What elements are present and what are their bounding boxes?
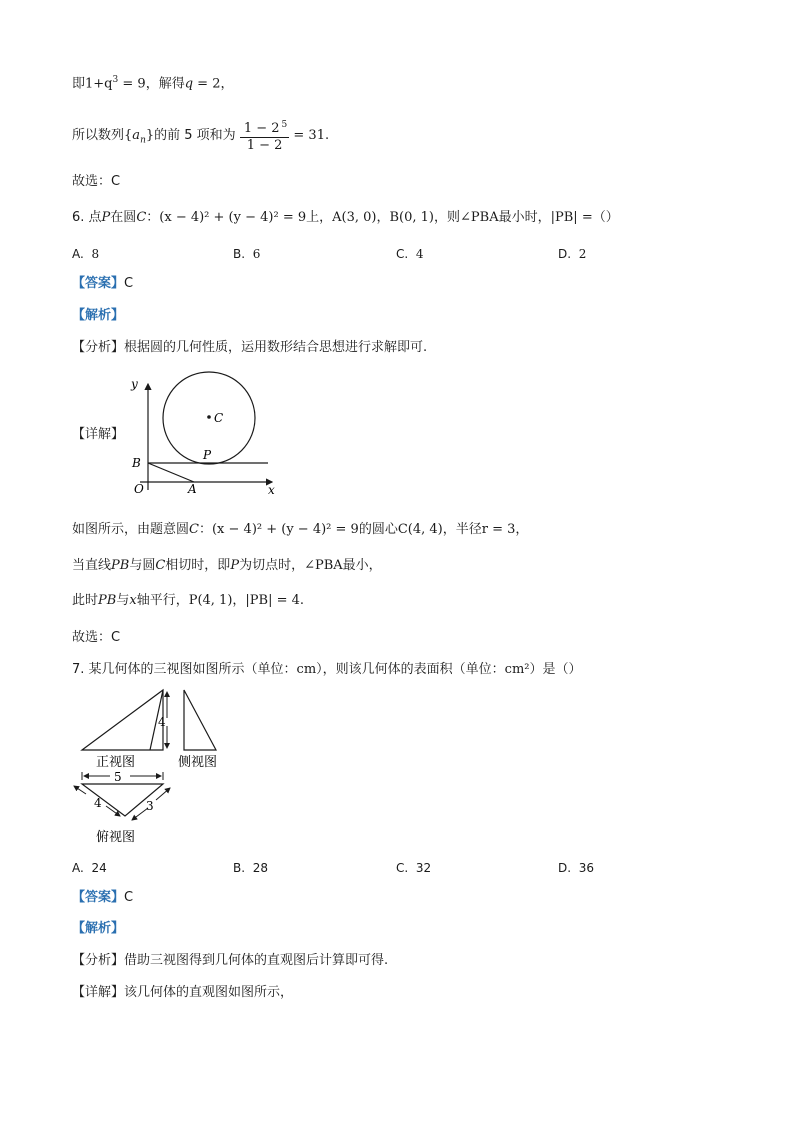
choice-line: 故选：C: [72, 174, 121, 189]
side-view-label: 侧视图: [178, 755, 218, 770]
a-label: A: [188, 482, 197, 496]
b-label: B: [132, 456, 141, 470]
option-7-b: B. 28: [233, 861, 268, 875]
p-label: P: [203, 448, 212, 462]
analysis-7: 【分析】借助三视图得到几何体的直观图后计算即可得.: [72, 953, 389, 968]
solution-line-1: 即$1+q^3 = 9$，解得q = 2，: [72, 75, 234, 92]
detail-line-3: 此时PB与x轴平行，P(4, 1)，|PB| = 4.: [72, 593, 305, 608]
answer-6: 【答案】C: [72, 276, 134, 291]
origin-label: O: [134, 482, 144, 496]
question-6: 6. 点P在圆C：(x − 4)² + (y − 4)² = 9上，A(3, 0)，B(0, 1)，则∠PBA最小时，|PB| =（）: [72, 210, 619, 225]
front-height-label: 4: [158, 715, 166, 729]
side-view: [184, 690, 216, 750]
sum-fraction: $\frac{1 - 2 ^5}{1 - 2}$: [240, 117, 289, 154]
analysis-heading-7: 【解析】: [72, 921, 125, 936]
top-left-dim: [74, 786, 86, 794]
option-6-c: C. 4: [396, 247, 424, 261]
detail-7: 【详解】该几何体的直观图如图所示，: [72, 985, 294, 1000]
question-7: 7. 某几何体的三视图如图所示（单位：cm），则该几何体的表面积（单位：cm²）是（）: [72, 662, 582, 677]
front-view: [82, 690, 163, 750]
analysis-6: 【分析】根据圆的几何性质，运用数形结合思想进行求解即可.: [72, 340, 428, 355]
top-view-label: 俯视图: [96, 830, 136, 845]
detail-tag-6: 【详解】: [72, 427, 125, 442]
option-6-a: A. 8: [72, 247, 100, 261]
y-label: y: [131, 377, 138, 391]
x-label: x: [268, 483, 275, 497]
option-6-d: D. 2: [558, 247, 587, 261]
three-views-figure: [70, 686, 240, 850]
c-label: C: [214, 411, 224, 425]
front-view-label: 正视图: [96, 755, 136, 770]
center-point: [207, 415, 211, 419]
top-right-label: 3: [146, 799, 154, 813]
detail-line-2: 当直线PB与圆C相切时，即P为切点时，∠PBA最小，: [72, 558, 382, 573]
segment-ba: [148, 463, 194, 482]
circle-tangent-figure: [126, 366, 286, 500]
answer-7: 【答案】C: [72, 890, 134, 905]
detail-line-1: 如图所示，由题意圆C：(x − 4)² + (y − 4)² = 9的圆心C(4, 4)，半径r = 3，: [72, 522, 529, 537]
option-7-a: A. 24: [72, 861, 107, 875]
option-6-b: B. 6: [233, 247, 261, 261]
solution-line-2: 所以数列$\{a_n\}$的前 5 项和为 $\frac{1 - 2 ^5}{1 - 2}$ = 31.: [72, 116, 329, 161]
option-7-d: D. 36: [558, 861, 594, 875]
top-left-label: 4: [94, 796, 102, 810]
choice-line-6: 故选：C: [72, 630, 121, 645]
option-7-c: C. 32: [396, 861, 432, 875]
analysis-heading-6: 【解析】: [72, 308, 125, 323]
top-width-label: 5: [114, 770, 122, 784]
